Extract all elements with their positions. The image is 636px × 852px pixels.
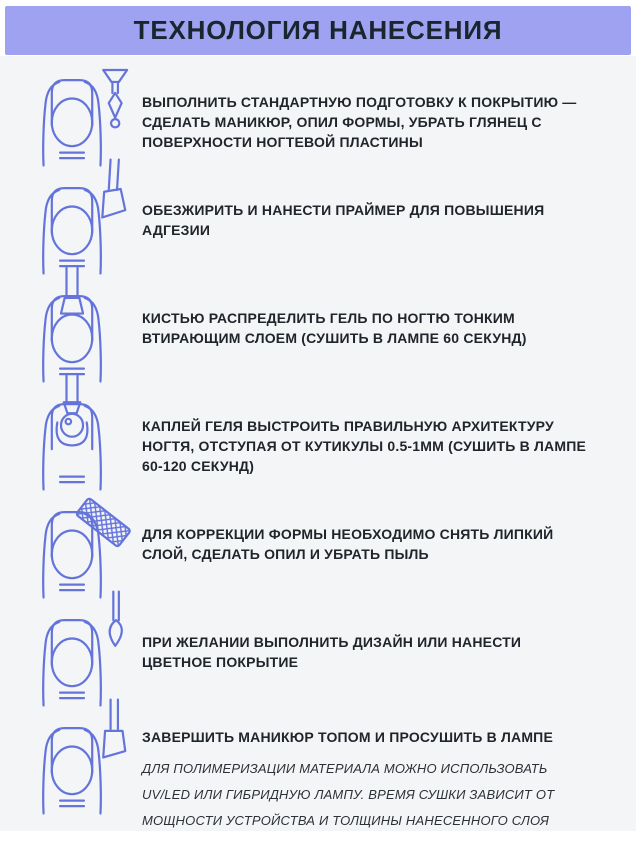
nail-file-icon: [36, 502, 142, 603]
step-row: [0, 70, 636, 178]
step-row: [0, 610, 636, 718]
step-row: [0, 502, 636, 610]
nail-primer-brush-icon: [36, 178, 142, 279]
step-icon-box: [36, 718, 142, 819]
step-text: ВЫПОЛНИТЬ СТАНДАРТНУЮ ПОДГОТОВКУ К ПОКРЫТИЮ — СДЕЛАТЬ МАНИКЮР, ОПИЛ ФОРМЫ, УБРАТЬ ГЛЯНЕЦ С ПОВЕРХНОСТИ НОГТЕВОЙ ПЛАСТИНЫ: [142, 94, 577, 150]
step-icon-box: [36, 610, 142, 711]
step-text-col: [142, 718, 636, 834]
step-text: КИСТЬЮ РАСПРЕДЕЛИТЬ ГЕЛЬ ПО НОГТЮ ТОНКИМ ВТИРАЮЩИМ СЛОЕМ (СУШИТЬ В ЛАМПЕ 60 СЕКУНД): [142, 310, 527, 346]
step-row: [0, 394, 636, 502]
nail-top-coat-brush-icon: [36, 718, 142, 819]
step-text: ЗАВЕРШИТЬ МАНИКЮР ТОПОМ И ПРОСУШИТЬ В ЛАМПЕ: [142, 729, 553, 745]
step-text: ДЛЯ КОРРЕКЦИИ ФОРМЫ НЕОБХОДИМО СНЯТЬ ЛИПКИЙ СЛОЙ, СДЕЛАТЬ ОПИЛ И УБРАТЬ ПЫЛЬ: [142, 526, 554, 562]
step-text: ОБЕЗЖИРИТЬ И НАНЕСТИ ПРАЙМЕР ДЛЯ ПОВЫШЕНИЯ АДГЕЗИИ: [142, 202, 545, 238]
steps-list: [0, 56, 636, 831]
step-text: ПРИ ЖЕЛАНИИ ВЫПОЛНИТЬ ДИЗАЙН ИЛИ НАНЕСТИ ЦВЕТНОЕ ПОКРЫТИЕ: [142, 634, 522, 670]
step-text-col: [142, 394, 636, 476]
step-icon-box: [36, 502, 142, 603]
nail-gel-drop-icon: [36, 394, 142, 495]
step-row: [0, 718, 636, 826]
nail-gel-brush-icon: [36, 286, 142, 387]
step-text-col: [142, 70, 636, 152]
step-text: КАПЛЕЙ ГЕЛЯ ВЫСТРОИТЬ ПРАВИЛЬНУЮ АРХИТЕКТУРУ НОГТЯ, ОТСТУПАЯ ОТ КУТИКУЛЫ 0.5-1ММ (СУШИТЬ В ЛАМПЕ 60-120 СЕКУНД): [142, 418, 587, 474]
step-icon-box: [36, 178, 142, 279]
step-icon-box: [36, 70, 142, 171]
step-text-col: [142, 610, 636, 672]
step-text-col: [142, 178, 636, 240]
header-banner: [5, 6, 631, 55]
nail-design-brush-icon: [36, 610, 142, 711]
step-text-col: [142, 286, 636, 348]
step-icon-box: [36, 286, 142, 387]
step-icon-box: [36, 394, 142, 495]
page-title: ТЕХНОЛОГИЯ НАНЕСЕНИЯ: [133, 15, 503, 45]
step-note: ДЛЯ ПОЛИМЕРИЗАЦИИ МАТЕРИАЛА МОЖНО ИСПОЛЬЗОВАТЬ UV/LED ИЛИ ГИБРИДНУЮ ЛАМПУ. ВРЕМЯ СУШКИ ЗАВИСИТ ОТ МОЩНОСТИ УСТРОЙСТВА И ТОЛЩИНЫ НАНЕСЕННОГО СЛОЯ: [142, 761, 555, 828]
nail-cuticle-pusher-icon: [36, 70, 142, 171]
step-row: [0, 178, 636, 286]
step-text-col: [142, 502, 636, 564]
step-row: [0, 286, 636, 394]
